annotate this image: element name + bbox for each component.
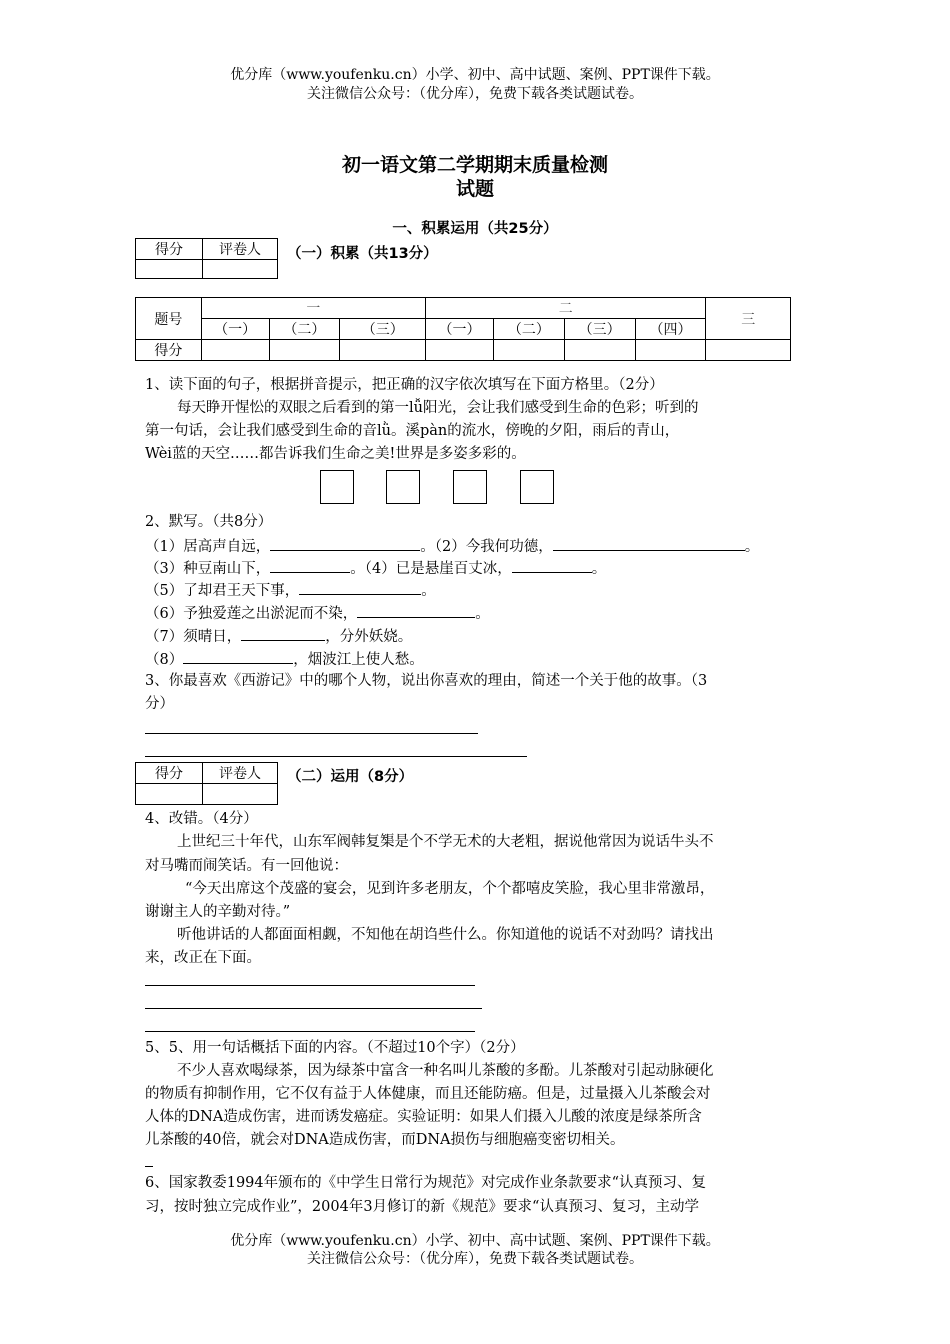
q2-text: ，分外妖娆。 — [325, 629, 413, 645]
q2-text: （8） — [145, 652, 184, 668]
q1-passage-line: Wèi蓝的天空……都告诉我们生命之美!世界是多姿多彩的。 — [145, 446, 526, 462]
sub-header: （一） — [426, 319, 494, 340]
q3-prompt-cont: 分） — [145, 696, 174, 712]
site-header-line2: 关注微信公众号：（优分库），免费下载各类试题试卷。 — [307, 86, 643, 102]
group-one-header: 一 — [201, 298, 425, 319]
site-footer-line2: 关注微信公众号：（优分库），免费下载各类试题试卷。 — [307, 1251, 643, 1267]
q2-line-5 — [145, 625, 412, 647]
sub-header: （四） — [635, 319, 706, 340]
q2-text: ，烟波江上使人愁。 — [293, 652, 424, 668]
sub-header: （二） — [493, 319, 564, 340]
fill-blank[interactable] — [553, 535, 745, 551]
q4-passage-line: 听他讲话的人都面面相觑，不知他在胡诌些什么。你知道他的说话不对劲吗？请找出 — [177, 927, 714, 943]
fill-blank[interactable] — [512, 557, 592, 573]
q5-passage-line: 儿茶酸的40倍，就会对DNA造成伤害，而DNA损伤与细胞癌变密切相关。 — [145, 1132, 625, 1148]
q2-text: （5）了却君王天下事， — [145, 583, 300, 599]
score-input-cell[interactable] — [493, 340, 564, 361]
q2-text: 。（2）今我何功德， — [420, 539, 553, 555]
q2-text: 。 — [591, 561, 607, 577]
fill-blank[interactable] — [357, 602, 475, 618]
subsection-heading-1: （一）积累（共13分） — [287, 246, 438, 262]
group-two-header: 二 — [426, 298, 706, 319]
q2-line-3 — [145, 579, 436, 601]
fill-blank[interactable] — [270, 557, 350, 573]
sub-header: （一） — [201, 319, 269, 340]
answer-box-1[interactable] — [320, 470, 354, 504]
score-input-cell[interactable] — [564, 340, 635, 361]
score-input-cell[interactable] — [201, 340, 269, 361]
grader-cell[interactable] — [203, 260, 278, 279]
question-number-label: 题号 — [136, 298, 202, 340]
grader-cell[interactable] — [203, 784, 278, 805]
q2-text: （3）种豆南山下， — [145, 561, 271, 577]
q2-line-1 — [145, 535, 759, 557]
q5-prompt: 5、5、用一句话概括下面的内容。（不超过10个字）（2分） — [145, 1040, 525, 1056]
q1-passage-line: 第一句话，会让我们感受到生命的音lǜ。溪pàn的流水，傍晚的夕阳，雨后的青山， — [145, 423, 680, 439]
q4-passage-line: 来，改正在下面。 — [145, 950, 261, 966]
fill-blank[interactable] — [270, 535, 420, 551]
q4-passage-line: 对马嘴而闹笑话。有一回他说： — [145, 858, 348, 874]
q6-prompt-line: 6、国家教委1994年颁布的《中学生日常行为规范》对完成作业条款要求“认真预习、复 — [145, 1175, 707, 1191]
q2-text: （1）居高声自远， — [145, 539, 271, 555]
q5-passage-line: 不少人喜欢喝绿茶，因为绿茶中富含一种名叫儿茶酸的多酚。儿茶酸对引起动脉硬化 — [177, 1063, 714, 1079]
answer-line[interactable] — [145, 985, 475, 986]
q1-prompt: 1、读下面的句子，根据拼音提示，把正确的汉字依次填写在下面方格里。（2分） — [145, 377, 664, 393]
fill-blank[interactable] — [241, 625, 325, 641]
exam-title: 初一语文第二学期期末质量检测 — [341, 154, 608, 176]
q5-passage-line: 人体的DNA造成伤害，进而诱发癌症。实验证明：如果人们摄入儿酸的浓度是绿茶所含 — [145, 1109, 702, 1125]
score-input-cell[interactable] — [269, 340, 340, 361]
answer-line[interactable] — [145, 756, 527, 757]
score-box-2 — [135, 762, 278, 805]
score-row-label: 得分 — [136, 340, 202, 361]
exam-subtitle: 试题 — [455, 178, 494, 200]
answer-line[interactable] — [145, 1008, 482, 1009]
site-header-line1: 优分库（www.youfenku.cn）小学、初中、高中试题、案例、PPT课件下载。 — [230, 67, 720, 83]
q6-prompt-line: 习，按时独立完成作业”，2004年3月修订的新《规范》要求“认真预习、复习，主动学 — [145, 1199, 699, 1215]
score-box-1 — [135, 238, 278, 279]
q2-line-2 — [145, 557, 606, 579]
q2-text: （6）予独爱莲之出淤泥而不染， — [145, 606, 358, 622]
answer-line[interactable] — [145, 733, 478, 734]
answer-box-3[interactable] — [453, 470, 487, 504]
grader-label: 评卷人 — [203, 239, 278, 260]
score-input-cell[interactable] — [426, 340, 494, 361]
sub-header: （三） — [564, 319, 635, 340]
subsection-heading-2: （二）运用（8分） — [287, 769, 414, 785]
answer-line[interactable] — [145, 1031, 475, 1032]
fill-blank[interactable] — [183, 648, 293, 664]
sub-header: （三） — [340, 319, 426, 340]
q5-passage-line: 的物质有抑制作用，它不仅有益于人体健康，而且还能防癌。但是，过量摄入儿茶酸会对 — [145, 1086, 711, 1102]
score-label: 得分 — [136, 239, 203, 260]
q2-line-6 — [145, 648, 424, 670]
q2-text: 。 — [744, 539, 760, 555]
q2-text: 。（4）已是悬崖百丈冰， — [350, 561, 512, 577]
score-input-cell[interactable] — [340, 340, 426, 361]
score-input-cell[interactable] — [635, 340, 706, 361]
score-label: 得分 — [136, 763, 203, 784]
answer-line[interactable] — [145, 1166, 153, 1167]
q4-passage-line: “今天出席这个茂盛的宴会，见到许多老朋友，个个都嘻皮笑脸，我心里非常激昂， — [185, 881, 715, 897]
q4-prompt: 4、改错。（4分） — [145, 811, 258, 827]
q2-prompt: 2、默写。（共8分） — [145, 514, 273, 530]
site-footer-line1: 优分库（www.youfenku.cn）小学、初中、高中试题、案例、PPT课件下载。 — [230, 1233, 720, 1249]
q2-text: 。 — [475, 606, 490, 622]
answer-box-4[interactable] — [520, 470, 554, 504]
q2-text: 。 — [421, 583, 436, 599]
score-input-cell[interactable] — [706, 340, 791, 361]
score-cell[interactable] — [136, 784, 203, 805]
section-heading: 一、积累运用（共25分） — [392, 221, 558, 237]
q4-passage-line: 上世纪三十年代，山东军阀韩复榘是个不学无术的大老粗，据说他常因为说话牛头不 — [177, 834, 714, 850]
score-cell[interactable] — [136, 260, 203, 279]
answer-box-2[interactable] — [386, 470, 420, 504]
q2-text: （7）须晴日， — [145, 629, 242, 645]
q3-prompt: 3、你最喜欢《西游记》中的哪个人物，说出你喜欢的理由，简述一个关于他的故事。（3 — [145, 673, 708, 689]
fill-blank[interactable] — [299, 579, 421, 595]
score-summary-table — [135, 297, 791, 361]
sub-header: （二） — [269, 319, 340, 340]
q4-passage-line: 谢谢主人的辛勤对待。” — [145, 904, 291, 920]
q1-passage-line: 每天睁开惺忪的双眼之后看到的第一lǚ阳光，会让我们感受到生命的色彩；听到的 — [177, 400, 699, 416]
grader-label: 评卷人 — [203, 763, 278, 784]
q2-line-4 — [145, 602, 490, 624]
group-three-header: 三 — [706, 298, 791, 340]
